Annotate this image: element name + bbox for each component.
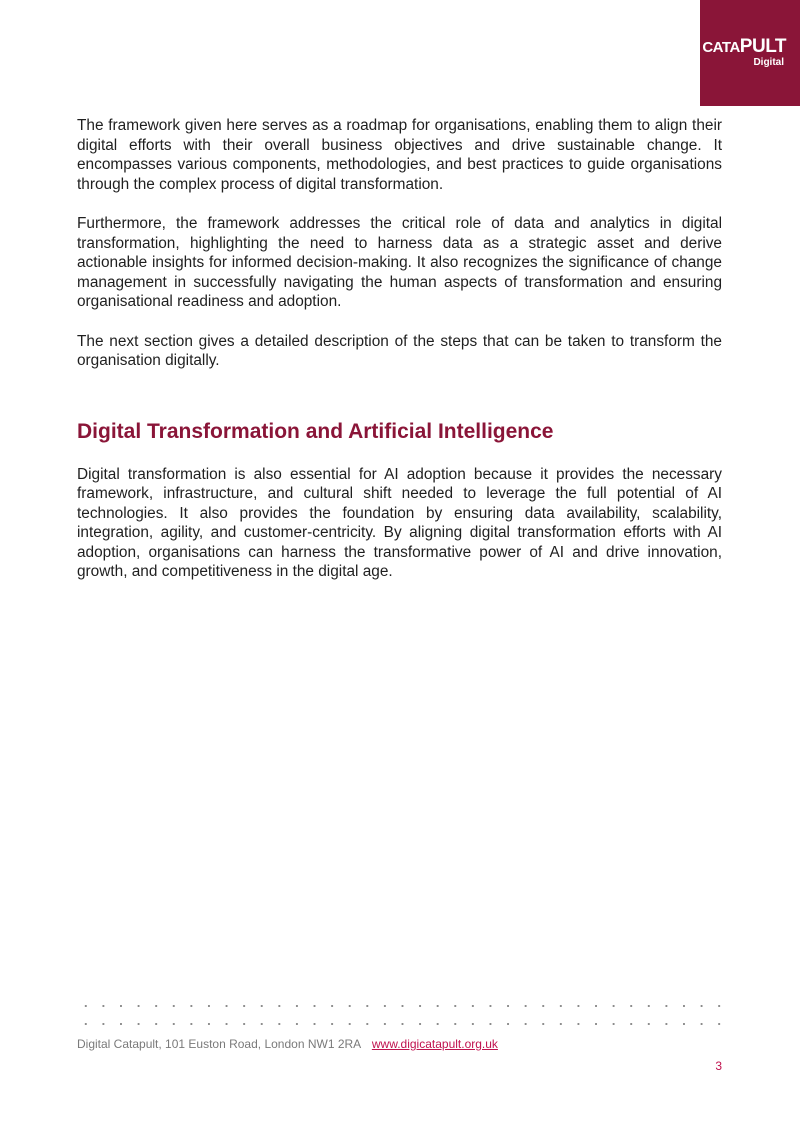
footer bbox=[77, 1037, 498, 1051]
footer-website-link[interactable]: www.digicatapult.org.uk bbox=[371, 1037, 498, 1051]
footer-dotted-divider bbox=[77, 1023, 727, 1025]
page-number: 3 bbox=[715, 1059, 722, 1073]
catapult-digital-logo bbox=[700, 0, 800, 106]
logo-subline: Digital bbox=[753, 57, 784, 68]
section-heading: Digital Transformation and Artificial Intelligence bbox=[77, 419, 554, 443]
paragraph-framework-roadmap: The framework given here serves as a roadmap for organisations, enabling them to align their digital efforts with their overall business objectives and drive sustainable change. It encompasses various components, methodologies, and best practices to guide organisations through the complex process of digital transformation. bbox=[77, 117, 722, 193]
main-content bbox=[77, 116, 722, 602]
logo-wordmark: CATAPULT bbox=[702, 36, 786, 57]
paragraph-data-analytics: Furthermore, the framework addresses the critical role of data and analytics in digital transformation, highlighting the need to harness data as a strategic asset and derive actionable insights for informed decision-making. It also recognizes the significance of change management in successfully navigating the human aspects of transformation and ensuring organisational readiness and adoption. bbox=[77, 215, 722, 310]
footer-address: Digital Catapult, 101 Euston Road, London NW1 2RA bbox=[77, 1037, 361, 1051]
footer-dotted-divider bbox=[77, 1005, 727, 1007]
paragraph-next-section: The next section gives a detailed description of the steps that can be taken to transform the organisation digitally. bbox=[77, 332, 722, 369]
paragraph-ai-adoption: Digital transformation is also essential for AI adoption because it provides the necessary framework, infrastructure, and cultural shift needed to leverage the full potential of AI technologies. It also provides the foundation by ensuring data availability, scalability, integration, agility, and customer-centricity. By aligning digital transformation efforts with AI adoption, organisations can harness the transformative power of AI and drive innovation, growth, and competitiveness in the digital age. bbox=[77, 465, 722, 580]
